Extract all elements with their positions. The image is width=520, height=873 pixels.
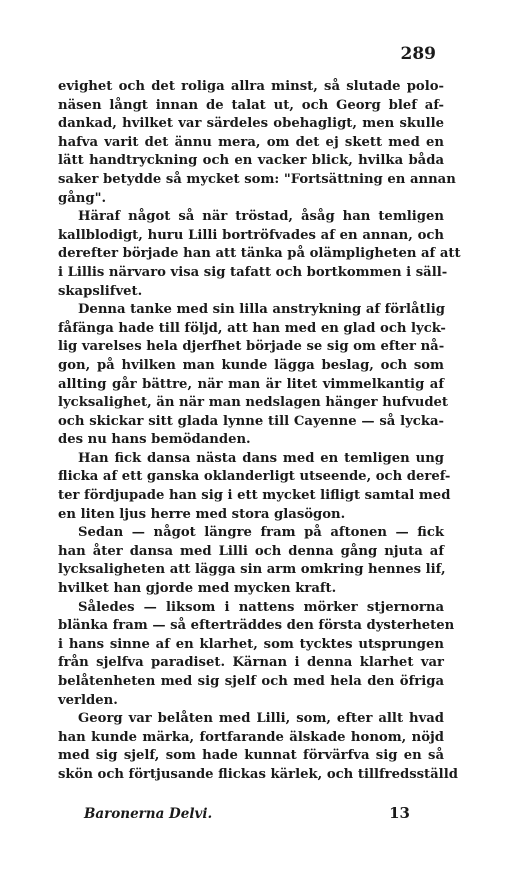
text-line: lätt handtryckning och en vacker blick, hvilka båda [58, 153, 444, 169]
page-number: 289 [400, 44, 436, 64]
text-line: fåfänga hade till följd, att han med en glad och lyck- [58, 320, 446, 336]
text-line: belåtenheten med sig sjelf och med hela den öfriga [58, 674, 444, 689]
text-line: Georg var belåten med Lilli, som, efter allt hvad [78, 711, 444, 727]
text-line: verlden. [58, 692, 118, 708]
text-line: dankad, hvilket var särdeles obehagligt, men skulle [58, 116, 444, 132]
footer-signature-mark: 13 [389, 804, 410, 822]
text-line: näsen långt innan de talat ut, och Georg blef af- [58, 97, 444, 113]
text-line: Således — liksom i nattens mörker stjernorna [78, 599, 444, 615]
text-line: evighet och det roliga allra minst, så slutade polo- [58, 79, 444, 94]
text-line: Sedan — något längre fram på aftonen — fick [78, 525, 444, 541]
text-line: hafva varit det ännu mera, om det ej skett med en [58, 134, 444, 150]
text-line: lycksalighet, än när man nedslagen hänger hufvudet [58, 395, 449, 411]
text-line: gång". [58, 190, 107, 206]
text-line: lycksaligheten att lägga sin arm omkring hennes lif, [58, 562, 446, 578]
text-line: saker betydde så mycket som: "Fortsättning en annan [58, 171, 456, 187]
text-line: ter fördjupade han sig i ett mycket lifligt samtal med [58, 488, 451, 504]
text-line: kallblodigt, huru Lilli bortröfvades af en annan, och [58, 227, 444, 243]
text-line: skapslifvet. [58, 283, 143, 299]
text-line: Denna tanke med sin lilla anstrykning af förlåtlig [78, 302, 445, 318]
text-line: Han fick dansa nästa dans med en temligen ung [78, 450, 444, 466]
text-line: des nu hans bemödanden. [58, 432, 251, 448]
text-line: och skickar sitt glada lynne till Cayenne — så lycka- [58, 413, 444, 429]
text-line: hvilket han gjorde med mycken kraft. [58, 581, 337, 597]
text-line: i Lillis närvaro visa sig tafatt och bortkommen i säll- [58, 264, 448, 280]
text-line: allting går bättre, när man är litet vimmelkantig af [58, 376, 444, 392]
text-line: från sjelfva paradiset. Kärnan i denna klarhet var [58, 655, 444, 671]
body-text [58, 78, 461, 785]
text-line: flicka af ett ganska oklanderligt utseende, och deref- [58, 469, 451, 485]
text-line: lig varelses hela djerfhet började se sig om efter nå- [58, 339, 445, 355]
text-line: Häraf något så när tröstad, åsåg han temligen [78, 209, 444, 225]
text-line: han kunde märka, fortfarande älskade honom, nöjd [58, 729, 444, 745]
footer-book-title: Baronerna Delvi. [84, 806, 213, 822]
text-line: i hans sinne af en klarhet, som tycktes utsprungen [58, 636, 444, 652]
text-line: blänka fram — så efterträddes den första dysterheten [58, 618, 455, 634]
text-line: han åter dansa med Lilli och denna gång njuta af [58, 543, 444, 559]
text-line: gon, på hvilken man kunde lägga beslag, och som [58, 357, 444, 373]
text-line: med sig sjelf, som hade kunnat förvärfva sig en så [58, 748, 444, 764]
text-line: derefter började han att tänka på olämpligheten af att [58, 246, 461, 262]
text-line: skön och förtjusande flickas kärlek, och tillfredsställd [58, 766, 458, 782]
text-line: en liten ljus herre med stora glasögon. [58, 506, 346, 522]
